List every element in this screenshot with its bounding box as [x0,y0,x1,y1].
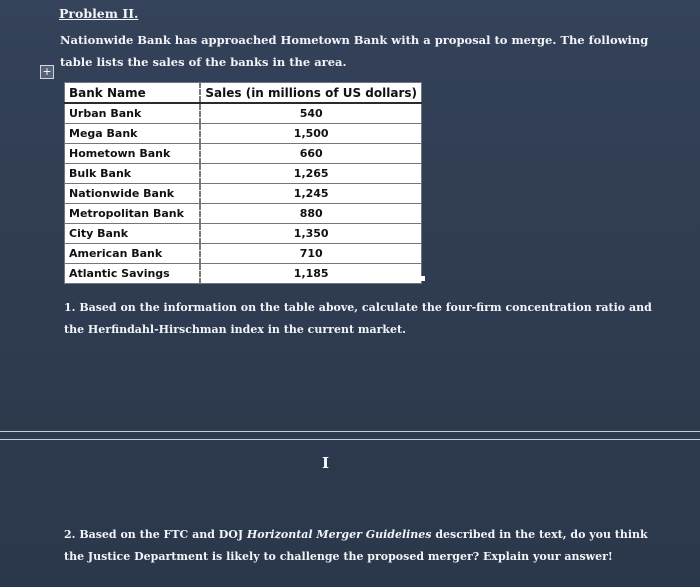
sales-cell: 1,265 [200,164,421,184]
question-2 [64,524,664,568]
sales-cell: 540 [200,103,421,124]
problem-title: Problem II. [59,6,139,21]
table-row [65,204,422,224]
table-row [65,264,422,284]
sales-cell: 1,185 [200,264,421,284]
bank-name-cell: Mega Bank [65,124,201,144]
divider-line [0,431,700,432]
sales-cell: 1,245 [200,184,421,204]
table-row [65,244,422,264]
bank-name-cell: Bulk Bank [65,164,201,184]
problem-intro: Nationwide Bank has approached Hometown Bank with a proposal to merge. The following table lists the sales of the banks in the area. [60,33,649,69]
sales-cell: 660 [200,144,421,164]
question-2-part1: 2. Based on the FTC and DOJ [64,528,247,541]
table-row [65,184,422,204]
bank-name-cell: Hometown Bank [65,144,201,164]
divider-line [0,439,700,440]
question-2-part2: described in the text, do you think the Justice Department is likely to challenge the proposed merger? Explain your answer! [64,528,648,563]
question-1: 1. Based on the information on the table above, calculate the four-firm concentration ratio and the Herfindahl-Hirschman index in the current market. [64,301,652,336]
bank-sales-table [64,82,422,284]
header-bank-name: Bank Name [65,83,201,104]
text-cursor-icon: I [322,454,330,472]
sales-cell: 880 [200,204,421,224]
table-row [65,224,422,244]
bank-name-cell: City Bank [65,224,201,244]
bank-name-cell: Atlantic Savings [65,264,201,284]
table-row [65,124,422,144]
question-2-guidelines-title: Horizontal Merger Guidelines [246,528,432,541]
header-sales: Sales (in millions of US dollars) [200,83,421,104]
bank-name-cell: Metropolitan Bank [65,204,201,224]
table-row [65,164,422,184]
table-header-row [65,83,422,104]
bank-name-cell: Nationwide Bank [65,184,201,204]
sales-cell: 1,500 [200,124,421,144]
plus-box-icon[interactable]: + [40,65,54,79]
table-row [65,144,422,164]
bank-name-cell: American Bank [65,244,201,264]
bank-name-cell: Urban Bank [65,103,201,124]
table-row [65,103,422,124]
table-resize-handle[interactable] [420,276,425,281]
sales-cell: 710 [200,244,421,264]
sales-cell: 1,350 [200,224,421,244]
